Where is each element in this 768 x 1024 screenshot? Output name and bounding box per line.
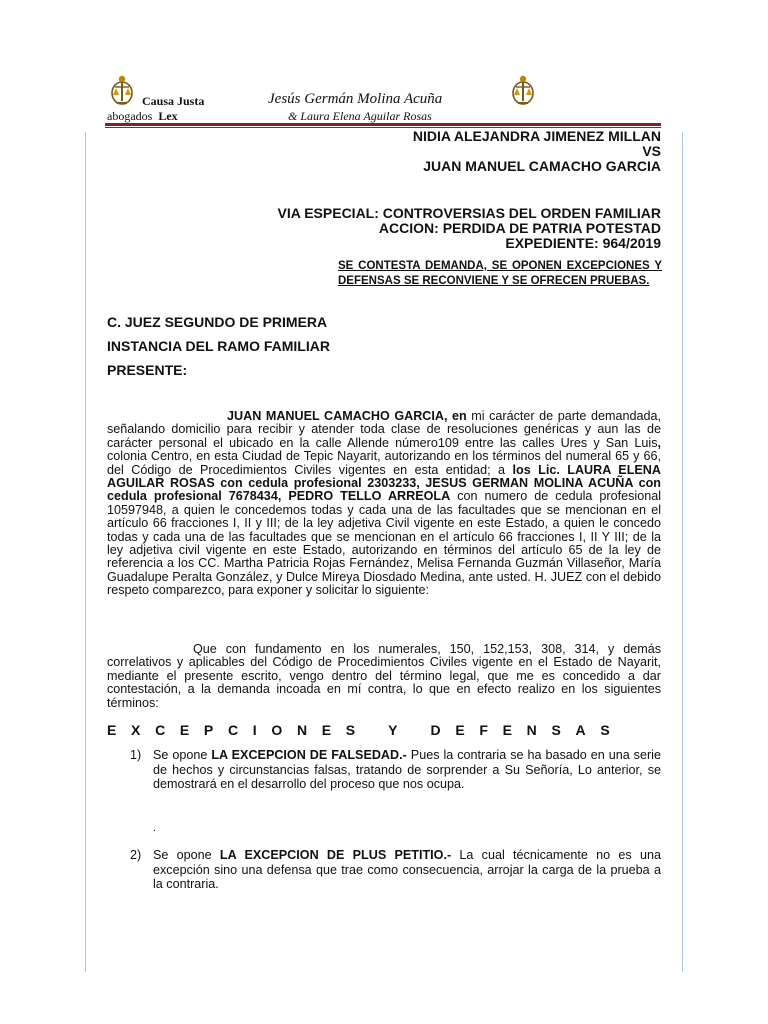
body-paragraph-1 — [107, 410, 661, 598]
body-paragraph-2 — [107, 643, 661, 710]
exception-title: LA EXCEPCION DE FALSEDAD.- — [211, 748, 407, 762]
addressee-line-2: INSTANCIA DEL RAMO FAMILIAR — [107, 338, 330, 354]
header-rule — [105, 123, 661, 126]
margin-line-left — [85, 132, 86, 972]
firm-subline-bold: Lex — [158, 109, 178, 123]
exception-item-2 — [130, 848, 661, 892]
expediente-label: EXPEDIENTE: 964/2019 — [505, 235, 661, 251]
exception-text: Pues la contraria se ha basado en una serie de hechos y circunstancias falsas, tratando de sorprender a Su Señoría, Lo anterior, se demostrará en el desarrollo del proceso que nos ocupa. — [153, 748, 661, 791]
margin-line-right — [682, 132, 683, 972]
scales-of-justice-icon — [510, 73, 536, 107]
exception-title: LA EXCEPCION DE PLUS PETITIO.- — [219, 848, 452, 862]
p1-text-c: con numero de cedula profesional 10597948, a quien le concedemos todas y cada una de las facultades que se mencionan en el artículo 66 fracciones I, II y III; de la ley adjetiva Civil vigente en este Estado, a quien le concedo todas y cada una de las facultades que se mencionan en el artículo 66 fracciones I, II Y III; de la ley adjetiva civil vigente en este Estado, autorizando en términos del artículo 65 de la ley de referencia a los CC. Martha Patricia Rojas Fernández, Melisa Fernanda Guzmán Villaseñor, María Guadalupe Peralta González, y Dulce Mireya Diosdado Medina, ante usted. H. JUEZ con el debido respeto comparezco, para exponer y solicitar lo siguiente: — [107, 489, 662, 598]
plaintiff-name: NIDIA ALEJANDRA JIMENEZ MILLAN — [412, 128, 661, 144]
firm-subline-prefix: abogados — [107, 109, 153, 123]
p1-text-b: colonia Centro, en esta Ciudad de Tepic Nayarit, autorizando en los términos del numeral 65 y 66, del Código de Procedimientos Civiles vigentes en esta entidad; a — [107, 449, 661, 477]
subject-line: SE CONTESTA DEMANDA, SE OPONEN EXCEPCIONES Y DEFENSAS SE RECONVIENE Y SE OFRECEN PRUEBAS. — [338, 260, 662, 287]
addressee-line-3: PRESENTE: — [107, 362, 188, 378]
defendant-name: JUAN MANUEL CAMACHO GARCIA — [423, 158, 661, 174]
defendant-name-inline: JUAN MANUEL CAMACHO GARCIA, en — [227, 409, 467, 423]
logo-left — [109, 73, 135, 107]
scales-of-justice-icon — [109, 73, 135, 107]
logo-right — [510, 73, 536, 107]
authorized-lawyers: los Lic. LAURA ELENA AGUILAR ROSAS con cedula profesional 2303233, JESUS GERMAN MOLINA ACUÑA con cedula profesional 7678434, PEDRO TELLO ARREOLA — [107, 462, 661, 504]
firm-name: Causa Justa — [142, 94, 205, 108]
p1-text-a: mi carácter de parte demandada, señalando domicilio para recibir y atender toda clase de resoluciones genéricas y aun las de carácter personal el ubicado en la calle Allende número109 entre las calles Ures y San Luis — [107, 409, 661, 450]
exception-number: 2) — [130, 848, 142, 862]
accion-label: ACCION: PERDIDA DE PATRIA POTESTAD — [378, 220, 661, 236]
firm-subline — [107, 109, 178, 124]
versus-label: VS — [642, 143, 661, 159]
stray-mark: . — [153, 822, 157, 834]
p1-comma: , — [657, 435, 661, 450]
lawyer-name-1: Jesús Germán Molina Acuña — [268, 91, 443, 107]
p2-text: Que con fundamento en los numerales, 150, 152,153, 308, 314, y demás correlativos y aplicables del Código de Procedimientos Civiles vigente en el Estado de Nayarit, mediante el presente escrito, vengo dentro del término legal, que me es concedido a dar contestación, a la demanda incoada en mí contra, lo que en efecto realizo en los siguientes términos: — [107, 642, 661, 710]
exception-prefix: Se opone — [153, 848, 220, 862]
via-label: VIA ESPECIAL: CONTROVERSIAS DEL ORDEN FAMILIAR — [277, 205, 661, 221]
exception-prefix: Se opone — [153, 748, 212, 762]
exception-number: 1) — [130, 748, 142, 762]
exception-text: La cual técnicamente no es una excepción sino una defensa que trae como consecuencia, arrojar la carga de la prueba a la contraria. — [153, 848, 661, 891]
addressee-line-1: C. JUEZ SEGUNDO DE PRIMERA — [107, 314, 328, 330]
exception-item-1 — [130, 748, 661, 792]
lawyer-name-2: & Laura Elena Aguilar Rosas — [288, 109, 432, 123]
exceptions-heading: EXCEPCIONES Y DEFENSAS — [107, 722, 625, 738]
